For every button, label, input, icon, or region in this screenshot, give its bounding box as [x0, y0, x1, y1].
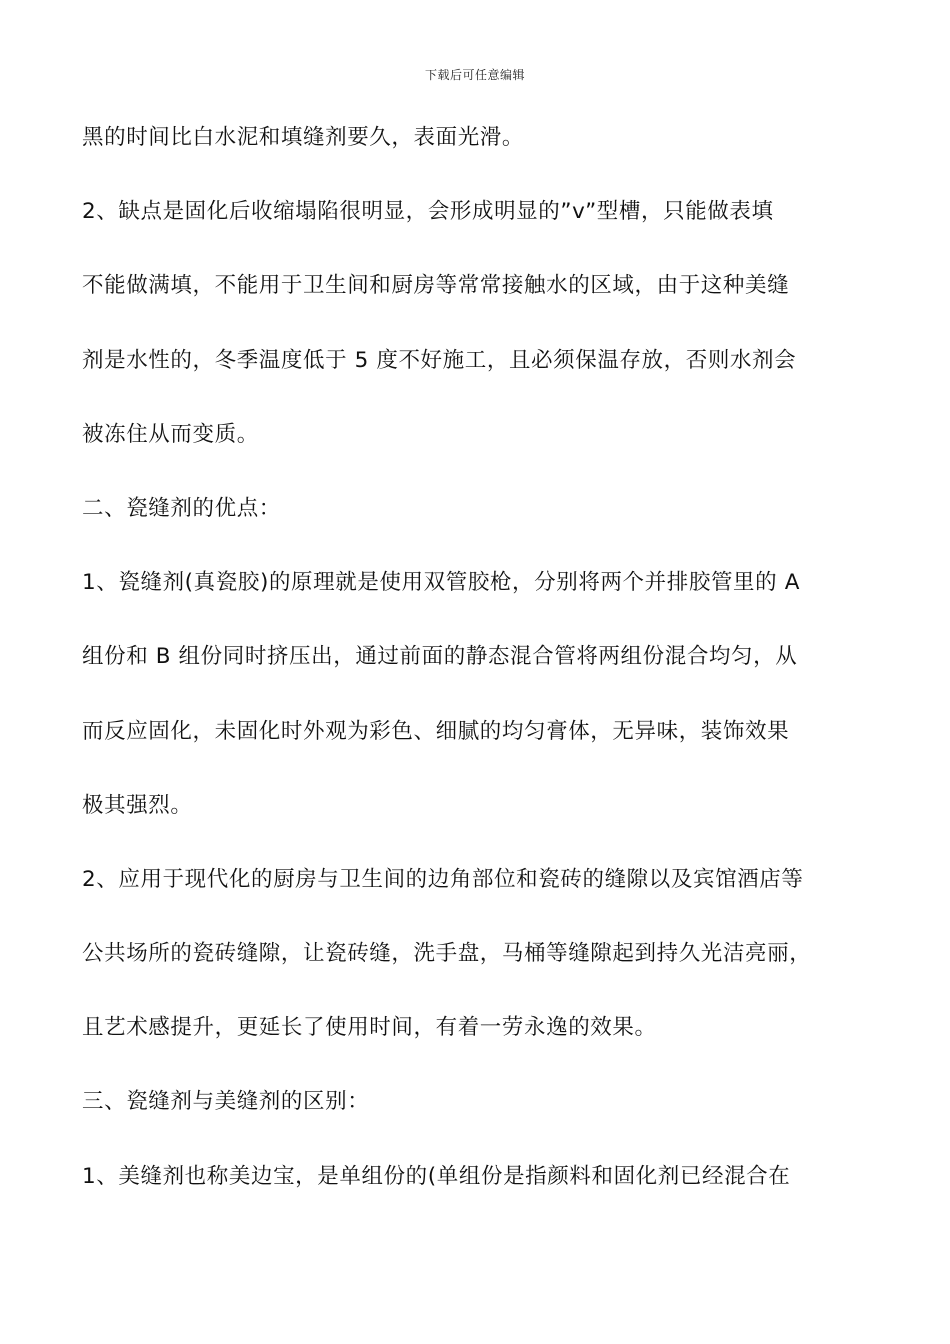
text-line: 1、美缝剂也称美边宝，是单组份的(单组份是指颜料和固化剂已经混合在	[82, 1163, 791, 1189]
text-line: 黑的时间比白水泥和填缝剂要久，表面光滑。	[82, 125, 525, 150]
section-heading: 三、瓷缝剂与美缝剂的区别：	[82, 1089, 370, 1115]
text-line: 1、瓷缝剂(真瓷胶)的原理就是使用双管胶枪，分别将两个并排胶管里的 A	[82, 570, 800, 596]
text-line: 被冻住从而变质。	[82, 421, 259, 447]
text-line: 2、缺点是固化后收缩塌陷很明显，会形成明显的”v”型槽，只能做表填	[82, 199, 774, 225]
text-line: 公共场所的瓷砖缝隙，让瓷砖缝，洗手盘，马桶等缝隙起到持久光洁亮丽，	[82, 941, 812, 967]
text-line: 组份和 B 组份同时挤压出，通过前面的静态混合管将两组份混合均匀，从	[82, 644, 798, 670]
text-line: 不能做满填，不能用于卫生间和厨房等常常接触水的区域，由于这种美缝	[82, 273, 790, 299]
text-line: 剂是水性的，冬季温度低于 5 度不好施工，且必须保温存放，否则水剂会	[82, 347, 797, 373]
text-line: 且艺术感提升，更延长了使用时间，有着一劳永逸的效果。	[82, 1015, 657, 1041]
text-line: 而反应固化，未固化时外观为彩色、细腻的均匀膏体，无异味，装饰效果	[82, 718, 790, 744]
text-line: 2、应用于现代化的厨房与卫生间的边角部位和瓷砖的缝隙以及宾馆酒店等	[82, 866, 804, 892]
page-header: 下载后可任意编辑	[424, 68, 525, 82]
document-body	[82, 118, 882, 1231]
text-line: 极其强烈。	[82, 792, 193, 818]
section-heading: 二、瓷缝剂的优点：	[82, 495, 281, 521]
